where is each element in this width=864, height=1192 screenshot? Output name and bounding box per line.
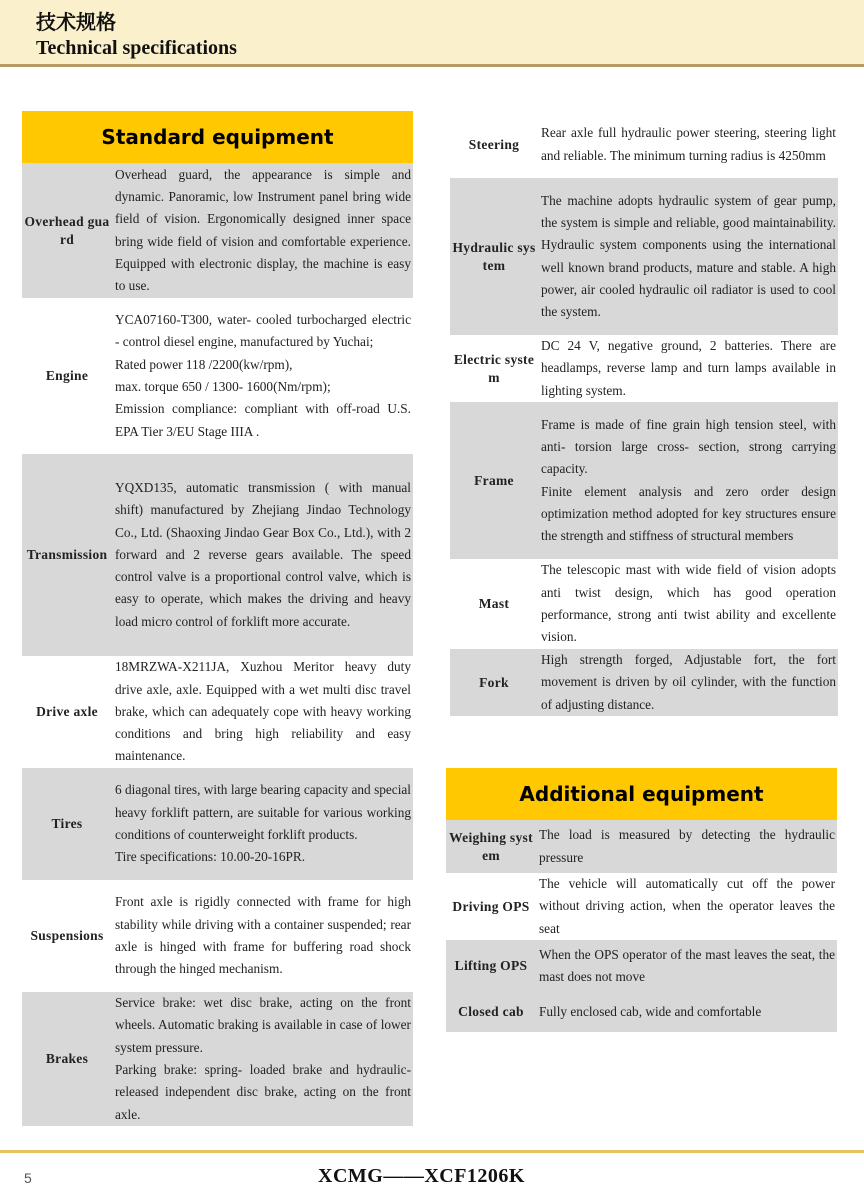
spec-description: Frame is made of fine grain high tension steel, with anti- torsion large cross- section, strong carrying capacity. Finite element analysis and zero order design optimization method adopted for key structures ensure the strength and stiffness of structural members <box>541 416 836 544</box>
spec-description: Overhead guard, the appearance is simple and dynamic. Panoramic, low Instrument panel bring wide field of vision. Ergonomically designed inner space bring wide field of vision and comfortable experience. Equipped with electronic display, the machine is easy to use. <box>115 166 411 294</box>
spec-row-tires <box>22 768 413 880</box>
spec-row-frame <box>450 402 838 559</box>
spec-label: Transmission <box>26 547 108 562</box>
spec-row-transmission <box>22 454 413 656</box>
spec-row-electric-system <box>450 335 838 402</box>
spec-label: Weighing system <box>449 829 533 863</box>
spec-row-steering <box>450 111 838 178</box>
spec-label: Tires <box>51 816 83 831</box>
spec-label: Frame <box>474 472 514 488</box>
standard-equipment-table <box>22 163 413 1126</box>
spec-row-engine <box>22 298 413 454</box>
spec-description: Fully enclosed cab, wide and comfortable <box>539 1003 762 1019</box>
spec-description: 18MRZWA-X211JA, Xuzhou Meritor heavy duty drive axle, axle. Equipped with a wet multi disc travel brake, which can adequately cope with heavy working conditions and bring high reliability and easy maintenance. <box>115 659 411 764</box>
spec-label: Steering <box>468 136 520 152</box>
spec-row-closed-cab <box>446 992 837 1032</box>
spec-description: 6 diagonal tires, with large bearing capacity and special heavy forklift pattern, are suitable for various working conditions of counterweight forklift products. Tire specifications: 10.00-20-16PR. <box>115 782 411 865</box>
spec-description: Rear axle full hydraulic power steering, steering light and reliable. The minimum turning radius is 4250mm <box>541 125 836 163</box>
spec-label: Hydraulic system <box>452 239 536 273</box>
spec-label: Engine <box>45 368 89 383</box>
spec-label: Drive axle <box>36 704 98 719</box>
header-title-en: Technical specifications <box>36 37 237 59</box>
spec-label: Electric system <box>453 351 535 385</box>
spec-description: The load is measured by detecting the hydraulic pressure <box>539 827 835 865</box>
footer-divider <box>0 1150 864 1153</box>
spec-description: The vehicle will automatically cut off the power without driving action, when the operator leaves the seat <box>539 876 835 936</box>
page-header <box>0 0 864 67</box>
spec-description: Service brake: wet disc brake, acting on the front wheels. Automatic braking is available in case of lower system pressure. Parking brake: spring- loaded brake and hydraulic- released independent disc brake, acting on the front axle. <box>115 995 411 1122</box>
spec-description: When the OPS operator of the mast leaves the seat, the mast does not move <box>539 946 835 984</box>
standard-equipment-section <box>22 111 413 1126</box>
spec-description: YCA07160-T300, water- cooled turbocharged electric - control diesel engine, manufactured by Yuchai; Rated power 118 /2200(kw/rpm), max. torque 650 / 1300- 1600(Nm/rpm); Emission compliance: compliant with off-road U.S. EPA Tier 3/EU Stage IIIA . <box>115 312 411 439</box>
standard-equipment-title: Standard equipment <box>22 111 413 163</box>
spec-label: Suspensions <box>30 928 104 943</box>
page-number: 5 <box>24 1170 32 1186</box>
header-title-zh: 技术规格 <box>36 10 116 34</box>
spec-row-weighing-system <box>446 820 837 873</box>
spec-row-lifting-ops <box>446 940 837 992</box>
spec-label: Overhead guard <box>24 213 110 247</box>
spec-row-suspensions <box>22 880 413 992</box>
spec-description: The telescopic mast with wide field of vision adopts anti twist design, which has good operation performance, strong anti twist ability and excellente vision. <box>541 562 836 645</box>
spec-row-hydraulic-system <box>450 178 838 335</box>
additional-equipment-section <box>446 768 837 1032</box>
spec-label: Lifting OPS <box>454 958 528 973</box>
right-spec-section <box>450 111 838 716</box>
additional-equipment-table <box>446 820 837 1032</box>
spec-label: Driving OPS <box>452 898 530 914</box>
footer-model-name: XCMG——XCF1206K <box>318 1165 525 1187</box>
spec-row-brakes <box>22 992 413 1126</box>
spec-row-overhead-guard <box>22 163 413 298</box>
spec-description: High strength forged, Adjustable fort, the fort movement is driven by oil cylinder, with the function of adjusting distance. <box>541 652 836 712</box>
spec-label: Closed cab <box>458 1004 524 1019</box>
additional-equipment-title: Additional equipment <box>446 768 837 820</box>
spec-row-fork <box>450 649 838 716</box>
spec-label: Brakes <box>45 1051 89 1066</box>
right-spec-table <box>450 111 838 716</box>
spec-description: Front axle is rigidly connected with frame for high stability while driving with a container suspended; rear axle is hinged with frame for buffering road shock through the hinged mechanism. <box>115 894 411 977</box>
spec-row-driving-ops <box>446 873 837 940</box>
spec-description: The machine adopts hydraulic system of gear pump, the system is simple and reliable, good maintainability. Hydraulic system components using the international well known brand products, mature and stable. A high power, air cooled hydraulic oil radiator is used to cool the system. <box>541 192 836 320</box>
spec-label: Mast <box>478 596 510 611</box>
spec-row-mast <box>450 559 838 649</box>
spec-description: YQXD135, automatic transmission ( with manual shift) manufactured by Zhejiang Jindao Technology Co., Ltd. (Shaoxing Jindao Gear Box Co., Ltd.), with 2 forward and 2 reverse gears available. The speed control valve is a proportional control valve, which is easy to operate, which makes the driving and heavy load micro control of forklift more accurate. <box>115 479 411 629</box>
spec-label: Fork <box>479 674 509 690</box>
spec-row-drive-axle <box>22 656 413 768</box>
spec-description: DC 24 V, negative ground, 2 batteries. There are headlamps, reverse lamp and turn lamps available in lighting system. <box>541 338 836 398</box>
